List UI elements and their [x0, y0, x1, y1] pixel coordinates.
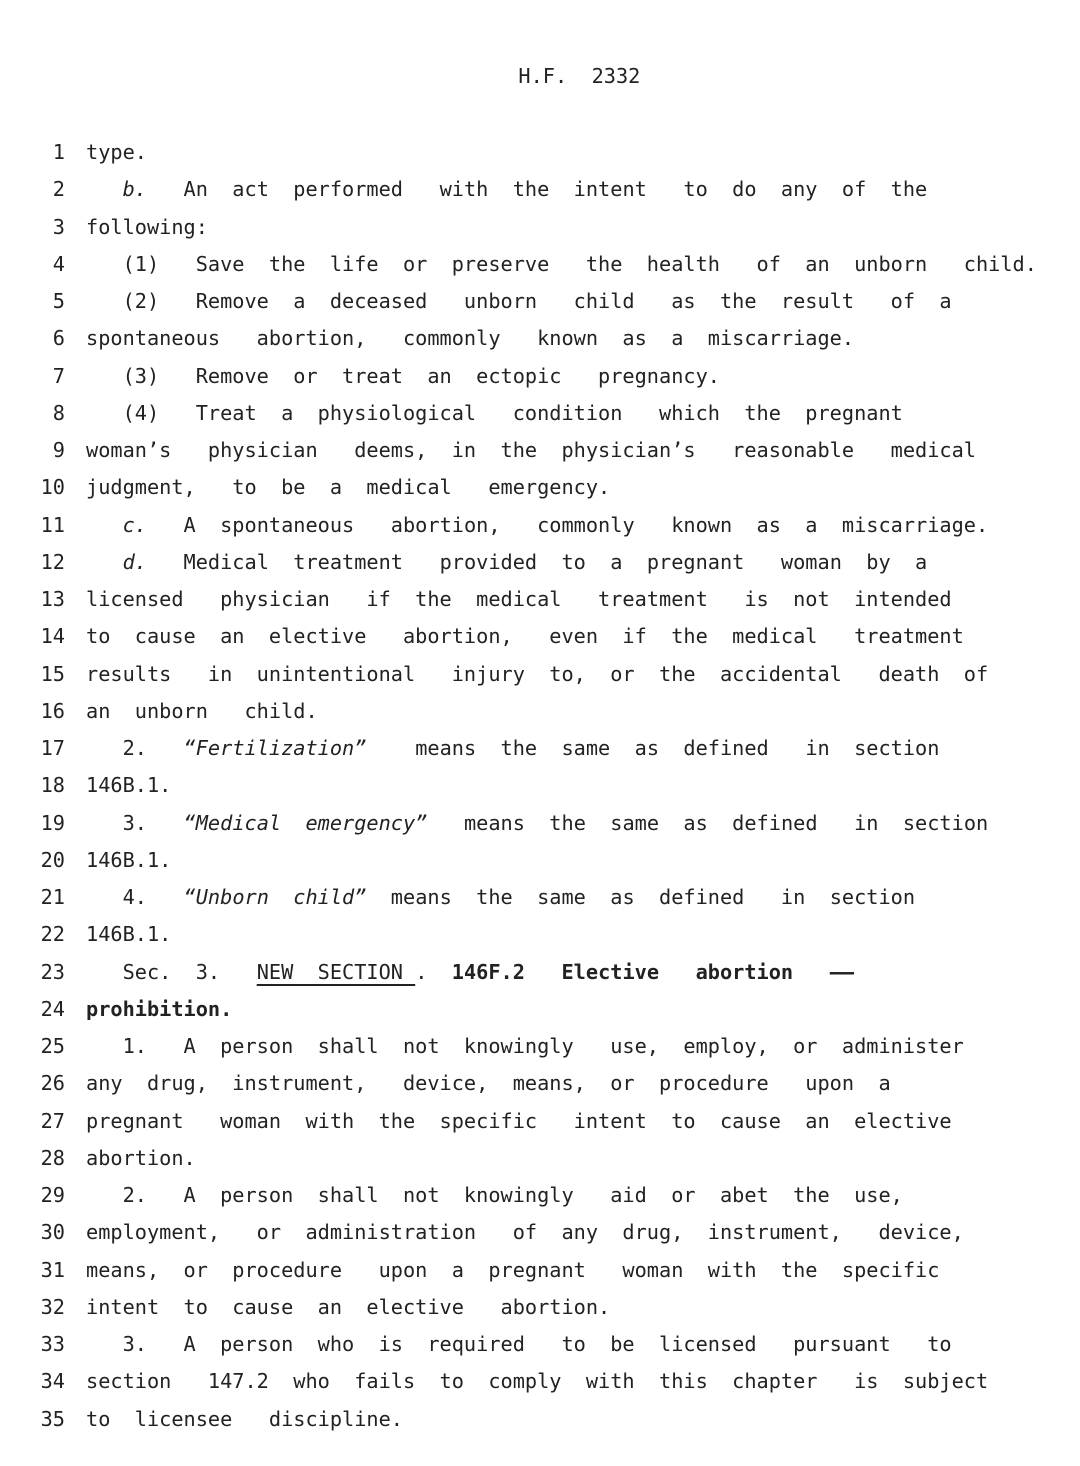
line-text	[86, 283, 952, 320]
text-segment: 3.	[86, 810, 184, 835]
bold-segment: prohibition.	[86, 996, 233, 1021]
line-number: 29	[40, 1183, 65, 1207]
text-segment: intent to cause an elective abortion.	[86, 1294, 611, 1319]
line-number: 13	[40, 587, 65, 611]
line-text	[86, 246, 1037, 283]
text-segment: 146B.1.	[86, 773, 172, 798]
document-line	[0, 283, 1080, 320]
line-number: 11	[40, 512, 65, 537]
text-segment	[86, 177, 123, 201]
line-number: 7	[52, 363, 65, 388]
line-text	[86, 1103, 952, 1140]
line-number: 2	[52, 177, 65, 202]
document-line	[0, 1252, 1080, 1289]
italic-segment: “Medical emergency”	[183, 810, 428, 835]
text-segment: means the same as defined in section	[366, 885, 916, 909]
line-number: 20	[40, 847, 65, 872]
text-segment: any drug, instrument, device, means, or procedure upon a	[86, 1071, 891, 1096]
line-text	[86, 1401, 403, 1438]
text-segment: means the same as defined in section	[427, 810, 989, 835]
italic-segment: c.	[122, 512, 147, 537]
document-line	[0, 1028, 1080, 1065]
line-number: 30	[40, 1220, 65, 1245]
line-text	[86, 1252, 939, 1289]
bill-number: H.F. 2332	[518, 64, 641, 88]
text-segment: employment, or administration of any drug, instrument, device,	[86, 1220, 964, 1245]
document-line	[0, 656, 1080, 693]
text-segment: abortion.	[86, 1145, 196, 1170]
line-text	[86, 395, 903, 432]
document-line	[0, 544, 1080, 581]
document-line	[0, 581, 1080, 618]
document-line	[0, 954, 1080, 991]
document-line	[0, 1363, 1080, 1400]
line-number: 23	[40, 959, 65, 984]
document-line	[0, 1177, 1080, 1214]
text-segment: (4) Treat a physiological condition which the pregnant	[86, 400, 903, 425]
line-text	[86, 656, 988, 693]
document-line	[0, 879, 1080, 916]
line-number: 19	[40, 810, 65, 835]
line-text	[86, 730, 939, 767]
text-segment: 2. A person shall not knowingly aid or abet the use,	[86, 1183, 903, 1207]
line-number: 26	[40, 1071, 65, 1096]
line-number: 21	[40, 885, 65, 909]
line-number: 22	[40, 922, 65, 947]
document-line	[0, 209, 1080, 246]
text-segment: 1. A person shall not knowingly use, employ, or administer	[86, 1034, 964, 1058]
line-text	[86, 693, 318, 730]
line-number: 34	[40, 1369, 65, 1394]
line-number: 3	[52, 214, 65, 239]
text-segment: 4.	[86, 885, 184, 909]
text-segment: Sec. 3.	[86, 959, 257, 984]
page-header	[0, 34, 1080, 118]
line-number: 6	[52, 326, 65, 351]
document-line	[0, 1065, 1080, 1102]
text-segment: an unborn child.	[86, 698, 318, 723]
line-number: 18	[40, 773, 65, 798]
text-segment	[86, 550, 123, 574]
text-segment: following:	[86, 214, 208, 239]
document-line	[0, 1140, 1080, 1177]
text-segment: means, or procedure upon a pregnant woman with the specific	[86, 1257, 940, 1282]
document-line	[0, 358, 1080, 395]
line-text	[86, 581, 952, 618]
text-segment: section 147.2 who fails to comply with this chapter is subject	[86, 1369, 989, 1394]
text-segment: to licensee discipline.	[86, 1406, 403, 1431]
line-number: 24	[40, 996, 65, 1021]
line-number: 5	[52, 289, 65, 313]
line-text	[86, 1289, 610, 1326]
line-number: 25	[40, 1034, 65, 1058]
line-number: 14	[40, 624, 65, 649]
text-segment: (1) Save the life or preserve the health of an unborn child.	[86, 251, 1037, 276]
document-line	[0, 1326, 1080, 1363]
line-text	[86, 916, 171, 953]
document-line	[0, 432, 1080, 469]
line-text	[86, 432, 976, 469]
text-segment: A spontaneous abortion, commonly known as a miscarriage.	[146, 512, 989, 537]
line-number: 12	[40, 549, 65, 574]
text-segment: 146B.1.	[86, 922, 172, 947]
italic-segment: b.	[122, 177, 147, 202]
document-line	[0, 1103, 1080, 1140]
document-line	[0, 1289, 1080, 1326]
line-text	[86, 320, 854, 357]
line-number: 28	[40, 1145, 65, 1170]
line-text	[86, 1214, 964, 1251]
line-text	[86, 618, 964, 655]
line-number: 32	[40, 1294, 65, 1319]
line-text	[86, 991, 232, 1028]
line-text	[86, 767, 171, 804]
document-line	[0, 842, 1080, 879]
document-line	[0, 916, 1080, 953]
line-text	[86, 507, 988, 544]
line-text	[86, 1326, 952, 1363]
text-segment	[86, 513, 123, 537]
document-line	[0, 730, 1080, 767]
line-text	[86, 544, 927, 581]
line-text	[86, 134, 147, 171]
bold-segment: 146F.2 Elective abortion ——	[451, 959, 855, 984]
text-segment: type.	[86, 140, 147, 164]
document-lines	[0, 134, 1080, 1438]
line-text	[86, 1140, 196, 1177]
text-segment: Medical treatment provided to a pregnant woman by a	[146, 549, 928, 574]
document-line	[0, 171, 1080, 208]
line-text	[86, 1028, 964, 1065]
text-segment: .	[415, 959, 452, 984]
text-segment: 146B.1.	[86, 847, 172, 872]
line-number: 16	[40, 698, 65, 723]
line-number: 27	[40, 1108, 65, 1133]
line-text	[86, 805, 988, 842]
line-number: 1	[52, 140, 65, 164]
text-segment: means the same as defined in section	[366, 736, 940, 760]
text-segment: licensed physician if the medical treatment is not intended	[86, 587, 952, 611]
text-segment: pregnant woman with the specific intent to cause an elective	[86, 1108, 952, 1133]
document-line	[0, 395, 1080, 432]
text-segment: spontaneous abortion, commonly known as a miscarriage.	[86, 326, 855, 351]
document-line	[0, 693, 1080, 730]
text-segment: woman’s physician deems, in the physician’s reasonable medical	[86, 438, 976, 462]
line-text	[86, 954, 854, 991]
line-text	[86, 842, 171, 879]
text-segment: (2) Remove a deceased unborn child as the result of a	[86, 289, 952, 313]
document-line	[0, 469, 1080, 506]
text-segment: An act performed with the intent to do any of the	[146, 177, 928, 202]
line-text	[86, 209, 208, 246]
line-number: 15	[40, 661, 65, 686]
document-line	[0, 134, 1080, 171]
document-line	[0, 246, 1080, 283]
line-text	[86, 358, 720, 395]
document-line	[0, 1401, 1080, 1438]
text-segment: judgment, to be a medical emergency.	[86, 475, 611, 500]
line-text	[86, 879, 915, 916]
document-line	[0, 507, 1080, 544]
document-line	[0, 805, 1080, 842]
text-segment: 2.	[86, 736, 184, 760]
text-segment: 3. A person who is required to be licensed pursuant to	[86, 1332, 952, 1356]
line-text	[86, 1065, 891, 1102]
document-line	[0, 991, 1080, 1028]
italic-segment: d.	[122, 549, 147, 574]
line-number: 33	[40, 1332, 65, 1356]
document-line	[0, 320, 1080, 357]
line-number: 35	[40, 1406, 65, 1431]
line-number: 9	[52, 438, 65, 462]
document-line	[0, 618, 1080, 655]
italic-segment: “Unborn child”	[183, 885, 367, 909]
document-line	[0, 1214, 1080, 1251]
line-text	[86, 1177, 903, 1214]
document-line	[0, 767, 1080, 804]
italic-segment: “Fertilization”	[183, 736, 367, 760]
line-text	[86, 469, 610, 506]
text-segment: results in unintentional injury to, or the accidental death of	[86, 661, 989, 686]
line-text	[86, 1363, 988, 1400]
text-segment: (3) Remove or treat an ectopic pregnancy.	[86, 363, 720, 388]
line-number: 17	[40, 736, 65, 760]
line-text	[86, 171, 927, 208]
line-number: 8	[52, 400, 65, 425]
line-number: 31	[40, 1257, 65, 1282]
line-number: 4	[52, 251, 65, 276]
line-number: 10	[40, 475, 65, 500]
text-segment: to cause an elective abortion, even if the medical treatment	[86, 624, 964, 649]
underline-segment: NEW SECTION	[256, 959, 416, 984]
